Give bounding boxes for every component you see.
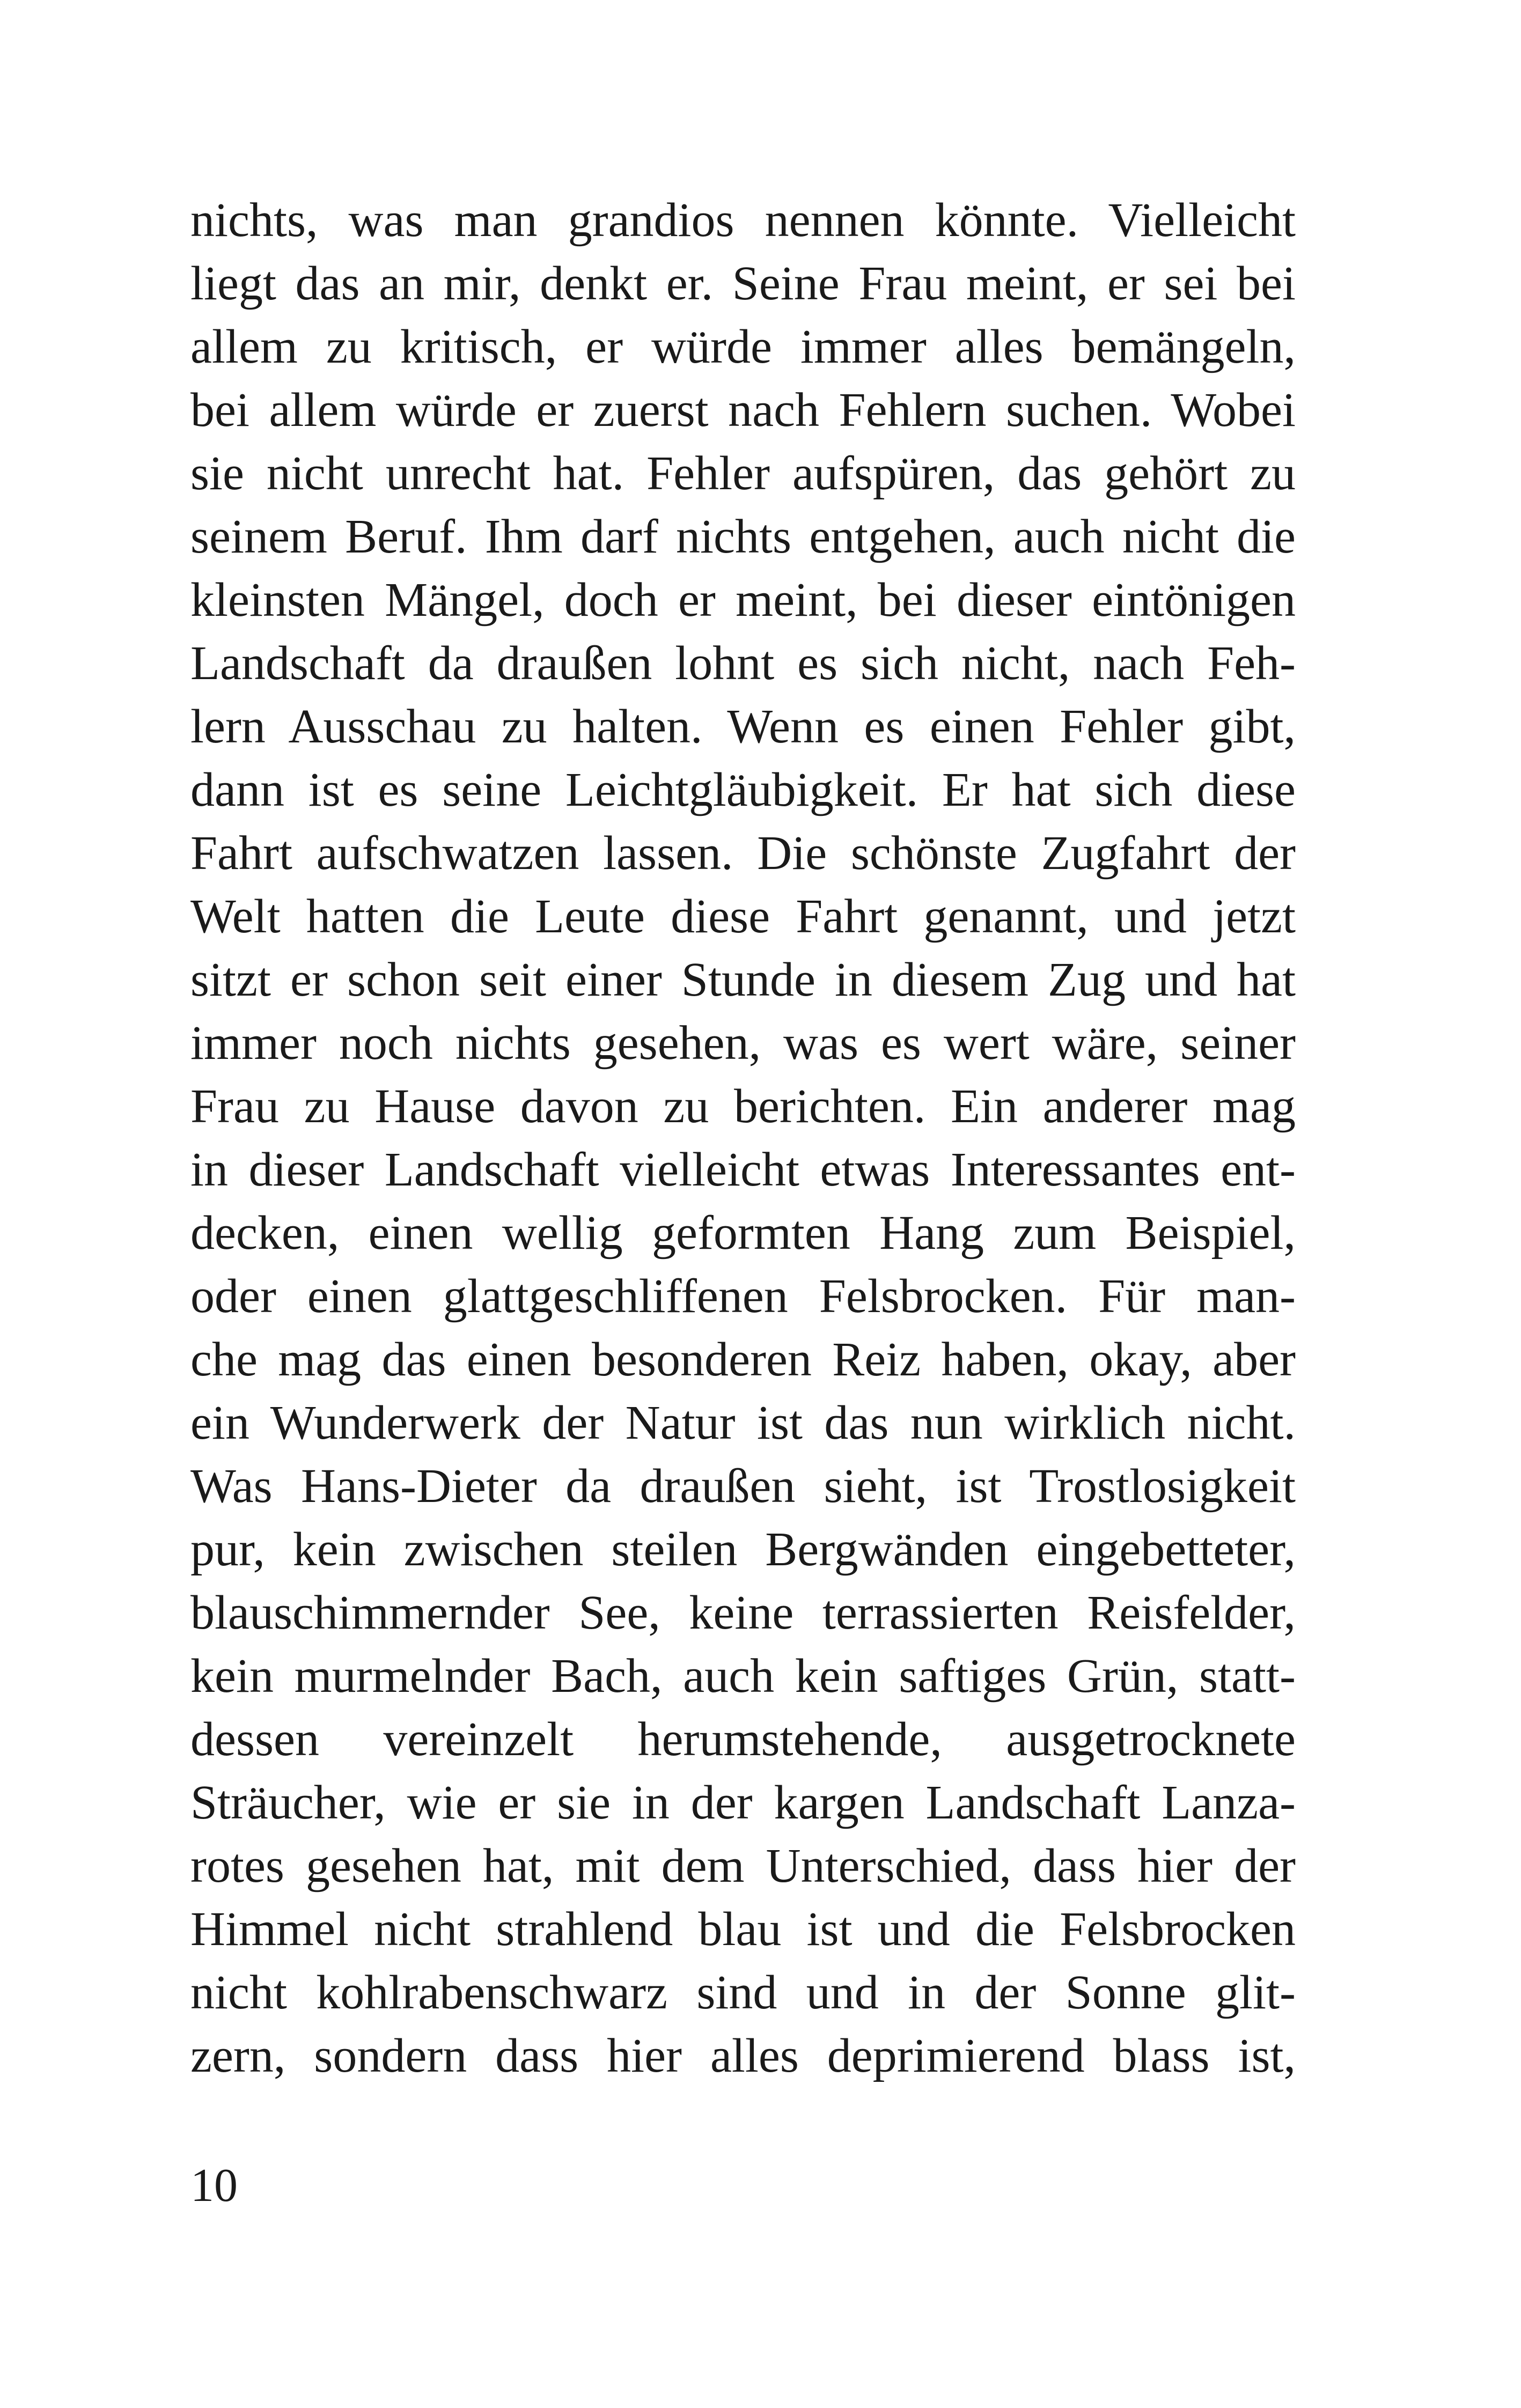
text-line: che mag das einen besonderen Reiz haben, okay, aber	[190, 1333, 1296, 1386]
text-line: Was Hans-Dieter da draußen sieht, ist Trostlosigkeit	[190, 1460, 1296, 1513]
text-line: lern Ausschau zu halten. Wenn es einen Fehler gibt,	[190, 700, 1296, 753]
text-line: rotes gesehen hat, mit dem Unterschied, dass hier der	[190, 1839, 1296, 1892]
text-line: seinem Beruf. Ihm darf nichts entgehen, auch nicht die	[190, 510, 1296, 563]
text-line: kein murmelnder Bach, auch kein saftiges Grün, statt-	[190, 1649, 1296, 1703]
text-line: dessen vereinzelt herumstehende, ausgetrocknete	[190, 1713, 1296, 1766]
text-line: dann ist es seine Leichtgläubigkeit. Er hat sich diese	[190, 763, 1296, 816]
body-text	[190, 189, 1296, 2088]
text-line: kleinsten Mängel, doch er meint, bei dieser eintönigen	[190, 573, 1296, 627]
text-line: zern, sondern dass hier alles deprimierend blass ist,	[190, 2029, 1296, 2082]
text-line: Sträucher, wie er sie in der kargen Landschaft Lanza-	[190, 1776, 1296, 1829]
text-line: oder einen glattgeschliffenen Felsbrocken. Für man-	[190, 1270, 1296, 1323]
text-line: blauschimmernder See, keine terrassierten Reisfelder,	[190, 1586, 1296, 1639]
text-line: pur, kein zwischen steilen Bergwänden eingebetteter,	[190, 1523, 1296, 1576]
text-line: Landschaft da draußen lohnt es sich nicht, nach Feh-	[190, 637, 1296, 690]
text-line: Himmel nicht strahlend blau ist und die Felsbrocken	[190, 1903, 1296, 1956]
text-line: sitzt er schon seit einer Stunde in diesem Zug und hat	[190, 953, 1296, 1006]
text-line: immer noch nichts gesehen, was es wert wäre, seiner	[190, 1017, 1296, 1070]
text-line: ein Wunderwerk der Natur ist das nun wirklich nicht.	[190, 1396, 1296, 1449]
text-line: sie nicht unrecht hat. Fehler aufspüren, das gehört zu	[190, 447, 1296, 500]
text-line: Welt hatten die Leute diese Fahrt genannt, und jetzt	[190, 890, 1296, 943]
text-line: decken, einen wellig geformten Hang zum Beispiel,	[190, 1206, 1296, 1260]
text-line: allem zu kritisch, er würde immer alles bemängeln,	[190, 320, 1296, 373]
text-line: bei allem würde er zuerst nach Fehlern suchen. Wobei	[190, 384, 1296, 437]
text-line: in dieser Landschaft vielleicht etwas Interessantes ent-	[190, 1143, 1296, 1196]
text-line: nicht kohlrabenschwarz sind und in der Sonne glit-	[190, 1966, 1296, 2019]
text-line: liegt das an mir, denkt er. Seine Frau meint, er sei bei	[190, 257, 1296, 310]
text-line: Frau zu Hause davon zu berichten. Ein anderer mag	[190, 1080, 1296, 1133]
text-line: Fahrt aufschwatzen lassen. Die schönste Zugfahrt der	[190, 827, 1296, 880]
text-line: nichts, was man grandios nennen könnte. Vielleicht	[190, 194, 1296, 247]
page-number: 10	[190, 2160, 238, 2212]
